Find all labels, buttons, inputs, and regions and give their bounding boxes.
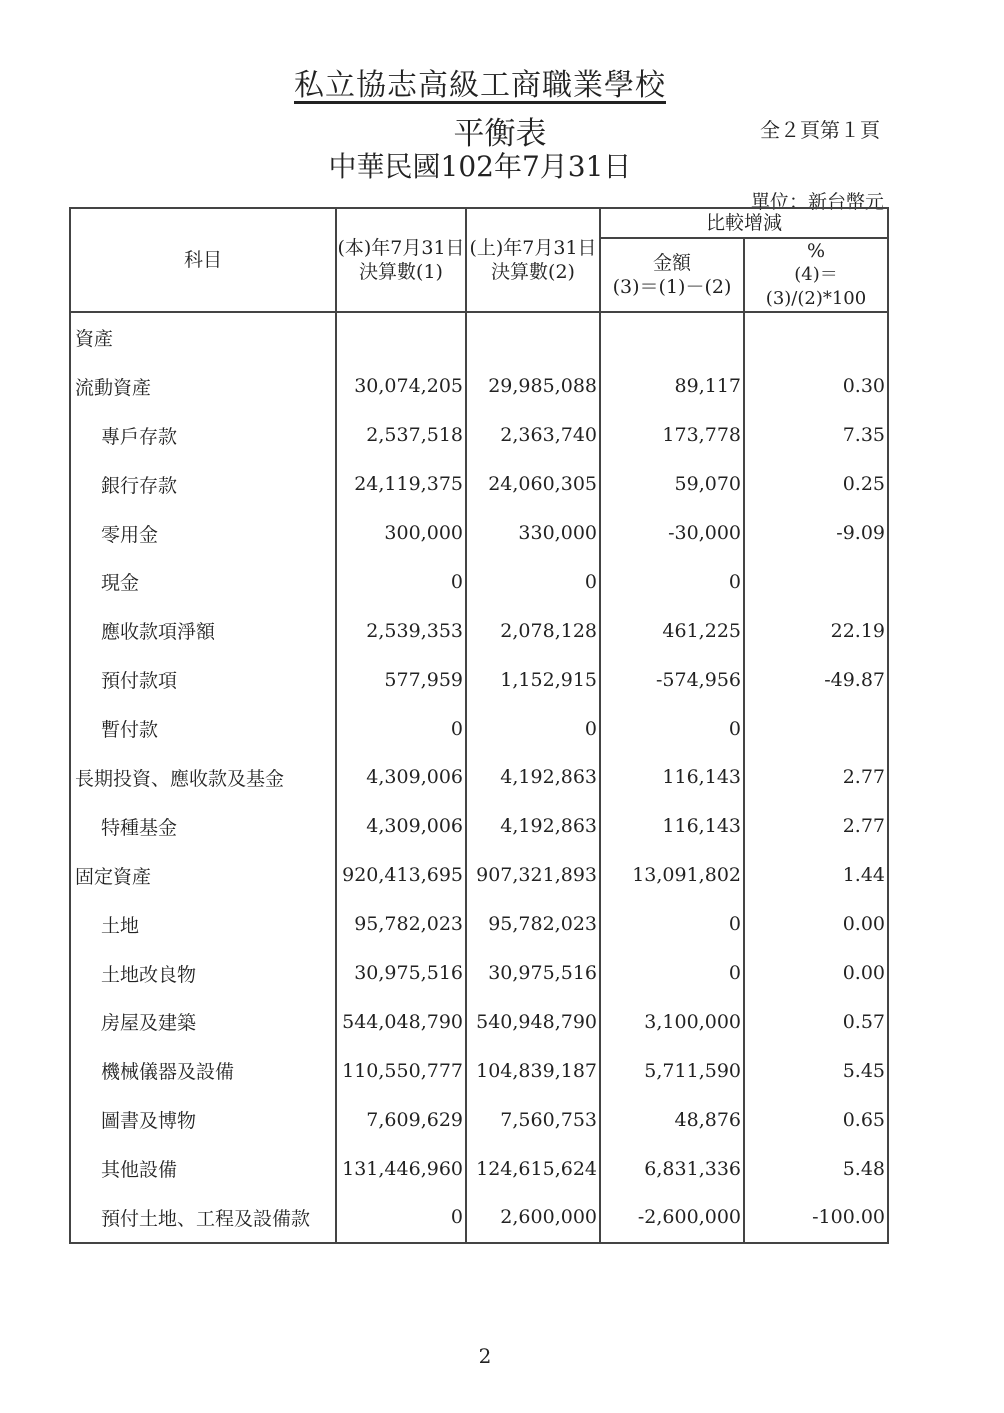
cell-current: 300,000 [336, 509, 466, 558]
row-label: 專戶存款 [70, 411, 336, 460]
table-row [70, 1046, 888, 1095]
table-body [70, 312, 888, 1243]
cell-percent: 1.44 [744, 851, 888, 900]
cell-percent: -9.09 [744, 509, 888, 558]
cell-percent: 2.77 [744, 802, 888, 851]
header-percent [744, 238, 888, 312]
cell-previous: 0 [466, 704, 600, 753]
row-label: 房屋及建築 [70, 997, 336, 1046]
cell-amount: 0 [600, 704, 744, 753]
table-row [70, 949, 888, 998]
row-label: 銀行存款 [70, 460, 336, 509]
cell-previous: 95,782,023 [466, 900, 600, 949]
cell-amount: 461,225 [600, 606, 744, 655]
table-row [70, 802, 888, 851]
page-number: 2 [478, 1344, 492, 1368]
cell-amount: 0 [600, 557, 744, 606]
header-current-line1: (本)年7月31日 [337, 237, 465, 259]
row-label: 其他設備 [70, 1144, 336, 1193]
page-info: 全２頁第１頁 [760, 118, 880, 142]
row-label: 土地 [70, 900, 336, 949]
cell-previous: 0 [466, 557, 600, 606]
row-label: 機械儀器及設備 [70, 1046, 336, 1095]
cell-previous: 2,363,740 [466, 411, 600, 460]
cell-amount: 48,876 [600, 1095, 744, 1144]
cell-current: 30,975,516 [336, 949, 466, 998]
cell-percent: -100.00 [744, 1193, 888, 1243]
cell-amount: 5,711,590 [600, 1046, 744, 1095]
row-label: 預付款項 [70, 655, 336, 704]
cell-previous: 30,975,516 [466, 949, 600, 998]
header-percent-line2: (4)＝(3)/(2)*100 [765, 264, 867, 309]
cell-percent [744, 312, 888, 362]
cell-current: 2,539,353 [336, 606, 466, 655]
cell-current: 920,413,695 [336, 851, 466, 900]
cell-percent: 5.45 [744, 1046, 888, 1095]
row-label: 暫付款 [70, 704, 336, 753]
cell-percent: 0.00 [744, 949, 888, 998]
cell-current: 2,537,518 [336, 411, 466, 460]
cell-percent [744, 704, 888, 753]
cell-previous: 7,560,753 [466, 1095, 600, 1144]
cell-percent: 0.00 [744, 900, 888, 949]
header-current-line2: 決算數(1) [359, 261, 443, 283]
cell-amount [600, 312, 744, 362]
table-row [70, 509, 888, 558]
cell-amount: 116,143 [600, 802, 744, 851]
cell-amount: -574,956 [600, 655, 744, 704]
table-row [70, 900, 888, 949]
cell-amount: 173,778 [600, 411, 744, 460]
cell-amount: 3,100,000 [600, 997, 744, 1046]
balance-sheet-table [69, 207, 889, 1244]
cell-current: 4,309,006 [336, 753, 466, 802]
header-previous [466, 208, 600, 312]
cell-previous [466, 312, 600, 362]
row-label: 長期投資、應收款及基金 [70, 753, 336, 802]
cell-current: 24,119,375 [336, 460, 466, 509]
cell-percent: 0.25 [744, 460, 888, 509]
cell-current: 95,782,023 [336, 900, 466, 949]
header-comparison: 比較增減 [600, 208, 888, 238]
header-previous-line1: (上)年7月31日 [469, 237, 597, 259]
row-label: 應收款項淨額 [70, 606, 336, 655]
table-row [70, 704, 888, 753]
cell-percent: 5.48 [744, 1144, 888, 1193]
row-label: 圖書及博物 [70, 1095, 336, 1144]
table-row [70, 1095, 888, 1144]
cell-amount: 116,143 [600, 753, 744, 802]
header-amount-line1: 金額 [652, 252, 691, 274]
cell-previous: 2,078,128 [466, 606, 600, 655]
cell-current: 544,048,790 [336, 997, 466, 1046]
cell-previous: 29,985,088 [466, 362, 600, 411]
cell-percent: 7.35 [744, 411, 888, 460]
table-row [70, 851, 888, 900]
table-row [70, 312, 888, 362]
cell-current: 0 [336, 557, 466, 606]
cell-current: 7,609,629 [336, 1095, 466, 1144]
row-label: 現金 [70, 557, 336, 606]
header-percent-line1: % [806, 240, 826, 262]
table-row [70, 997, 888, 1046]
row-label: 特種基金 [70, 802, 336, 851]
report-date: 中華民國102年7月31日 [328, 150, 632, 183]
cell-previous: 104,839,187 [466, 1046, 600, 1095]
cell-previous: 124,615,624 [466, 1144, 600, 1193]
table-row [70, 460, 888, 509]
row-label: 預付土地、工程及設備款 [70, 1193, 336, 1243]
table-row [70, 411, 888, 460]
table-row [70, 1144, 888, 1193]
cell-percent: 0.57 [744, 997, 888, 1046]
cell-percent: -49.87 [744, 655, 888, 704]
cell-amount: -2,600,000 [600, 1193, 744, 1243]
header-previous-line2: 決算數(2) [491, 261, 575, 283]
cell-percent: 22.19 [744, 606, 888, 655]
header-current [336, 208, 466, 312]
cell-previous: 24,060,305 [466, 460, 600, 509]
row-label: 流動資產 [70, 362, 336, 411]
table-row [70, 655, 888, 704]
row-label: 固定資產 [70, 851, 336, 900]
cell-previous: 540,948,790 [466, 997, 600, 1046]
table-row [70, 753, 888, 802]
table-row [70, 606, 888, 655]
cell-amount: 6,831,336 [600, 1144, 744, 1193]
row-label: 零用金 [70, 509, 336, 558]
cell-previous: 1,152,915 [466, 655, 600, 704]
header-amount-line2: (3)＝(1)－(2) [612, 276, 732, 298]
table-row [70, 362, 888, 411]
cell-previous: 330,000 [466, 509, 600, 558]
cell-amount: 0 [600, 900, 744, 949]
row-label: 土地改良物 [70, 949, 336, 998]
cell-amount: 59,070 [600, 460, 744, 509]
cell-previous: 4,192,863 [466, 802, 600, 851]
table-row [70, 557, 888, 606]
table-row [70, 1193, 888, 1243]
header-amount [600, 238, 744, 312]
cell-percent: 0.65 [744, 1095, 888, 1144]
cell-previous: 4,192,863 [466, 753, 600, 802]
header-subject: 科目 [70, 208, 336, 312]
cell-percent: 2.77 [744, 753, 888, 802]
cell-current: 0 [336, 1193, 466, 1243]
cell-amount: 13,091,802 [600, 851, 744, 900]
cell-current: 131,446,960 [336, 1144, 466, 1193]
cell-amount: 0 [600, 949, 744, 998]
cell-current: 0 [336, 704, 466, 753]
table-header [70, 208, 888, 312]
cell-percent: 0.30 [744, 362, 888, 411]
currency-unit: 單位：新台幣元 [750, 191, 884, 213]
document-title: 平衡表 [453, 116, 547, 152]
cell-amount: -30,000 [600, 509, 744, 558]
cell-current: 110,550,777 [336, 1046, 466, 1095]
cell-amount: 89,117 [600, 362, 744, 411]
cell-current: 4,309,006 [336, 802, 466, 851]
school-name: 私立協志高級工商職業學校 [294, 68, 666, 103]
cell-current: 30,074,205 [336, 362, 466, 411]
cell-current [336, 312, 466, 362]
cell-previous: 907,321,893 [466, 851, 600, 900]
row-label: 資產 [70, 312, 336, 362]
cell-current: 577,959 [336, 655, 466, 704]
cell-previous: 2,600,000 [466, 1193, 600, 1243]
cell-percent [744, 557, 888, 606]
